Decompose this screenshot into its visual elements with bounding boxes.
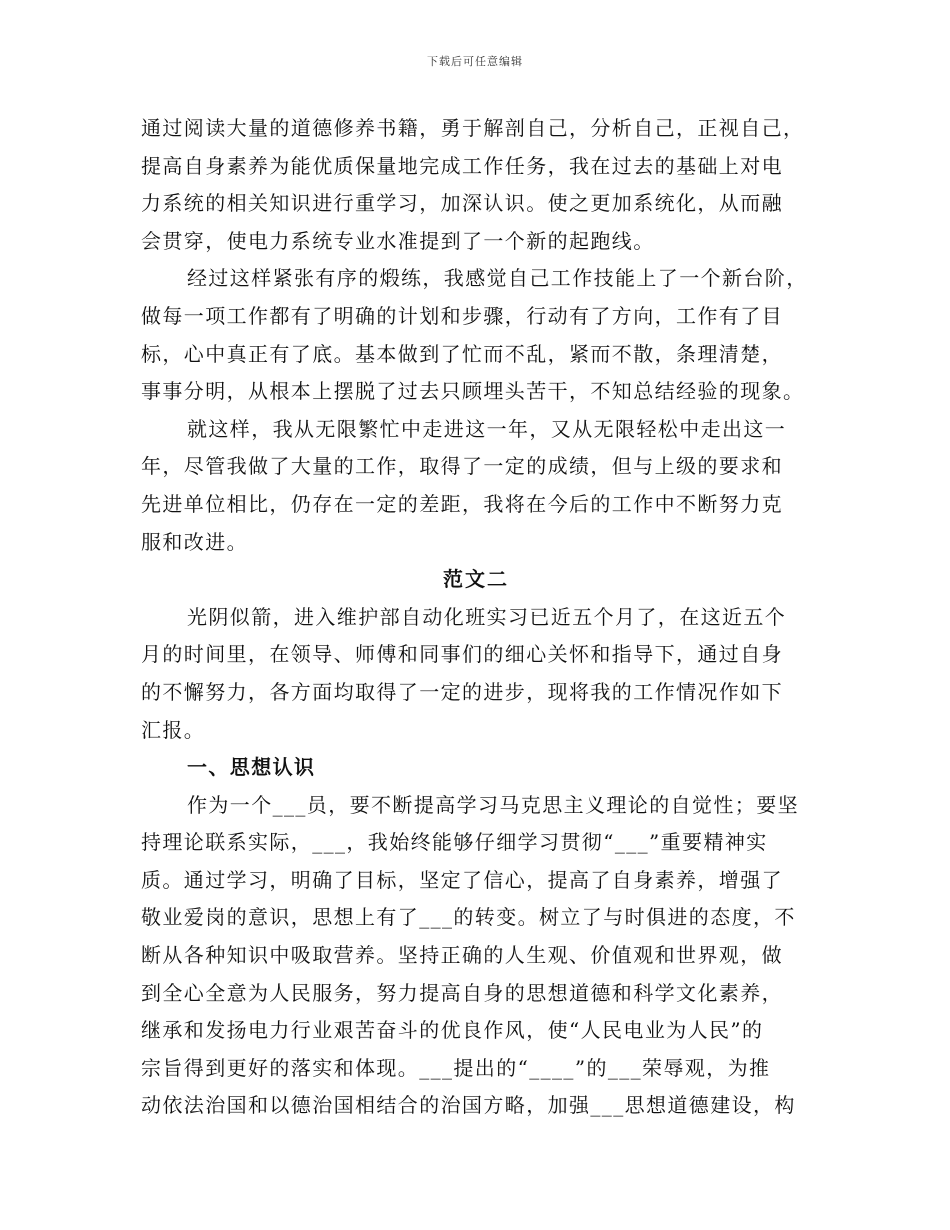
header-note: 下载后可任意编辑	[427, 55, 523, 68]
document-body	[141, 110, 811, 1125]
text-line: 经过这样紧张有序的煅练，我感觉自己工作技能上了一个新台阶，	[187, 266, 808, 291]
paragraph	[141, 599, 811, 749]
text-line: 继承和发扬电力行业艰苦奋斗的优良作风，使“人民电业为人民”的	[141, 1018, 764, 1043]
text-line: 力系统的相关知识进行重学习，加深认识。使之更加系统化，从而融	[141, 191, 783, 216]
text-line: 宗旨得到更好的落实和体现。___提出的“____”的___荣辱观，为推	[141, 1055, 771, 1080]
text-line: 的不懈努力，各方面均取得了一定的进步，现将我的工作情况作如下	[141, 679, 783, 704]
text-line: 月的时间里，在领导、师傅和同事们的细心关怀和指导下，通过自身	[141, 642, 783, 667]
text-line: 敬业爱岗的意识，思想上有了___的转变。树立了与时俱进的态度，不	[141, 905, 796, 930]
text-line: 会贯穿，使电力系统专业水准提到了一个新的起跑线。	[141, 228, 655, 253]
paragraph	[141, 411, 811, 561]
text-line: 作为一个___员，要不断提高学习马克思主义理论的自觉性；要坚	[187, 792, 799, 817]
text-line: 汇报。	[141, 717, 206, 742]
text-line: 事事分明，从根本上摆脱了过去只顾埋头苦干，不知总结经验的现象。	[141, 379, 805, 404]
text-line: 提高自身素养为能优质保量地完成工作任务，我在过去的基础上对电	[141, 153, 783, 178]
text-line: 做每一项工作都有了明确的计划和步骤，行动有了方向，工作有了目	[141, 303, 783, 328]
text-line: 持理论联系实际，___，我始终能够仔细学习贯彻“___”重要精神实	[141, 830, 768, 855]
paragraph	[141, 260, 811, 410]
text-line: 动依法治国和以德治国相结合的治国方略，加强___思想道德建设，构	[141, 1093, 796, 1118]
section-title: 范文二	[443, 567, 509, 592]
text-line: 到全心全意为人民服务，努力提高自身的思想道德和科学文化素养，	[141, 980, 783, 1005]
text-line: 断从各种知识中吸取营养。坚持正确的人生观、价值观和世界观，做	[141, 943, 783, 968]
text-line: 服和改进。	[141, 529, 248, 554]
text-line: 年，尽管我做了大量的工作，取得了一定的成绩，但与上级的要求和	[141, 454, 783, 479]
text-line: 标，心中真正有了底。基本做到了忙而不乱，紧而不散，条理清楚，	[141, 341, 783, 366]
text-line: 就这样，我从无限繁忙中走进这一年，又从无限轻松中走出这一	[187, 416, 787, 441]
paragraph	[141, 787, 811, 1125]
sub-heading: 一、思想认识	[187, 755, 316, 780]
text-line: 质。通过学习，明确了目标，坚定了信心，提高了自身素养，增强了	[141, 867, 783, 892]
text-line: 先进单位相比，仍存在一定的差距，我将在今后的工作中不断努力克	[141, 491, 783, 516]
text-line: 光阴似箭，进入维护部自动化班实习已近五个月了，在这近五个	[187, 604, 787, 629]
paragraph	[141, 110, 811, 260]
text-line: 通过阅读大量的道德修养书籍，勇于解剖自己，分析自己，正视自己，	[141, 116, 805, 140]
